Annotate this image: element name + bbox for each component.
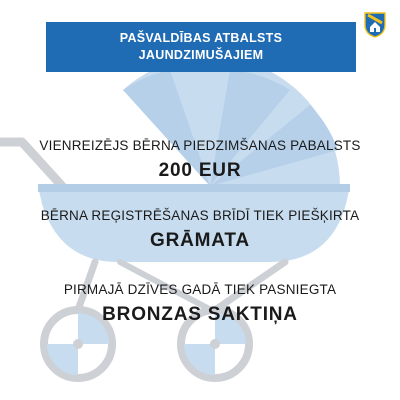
banner-title-line-1: PAŠVALDĪBAS ATBALSTS <box>119 31 283 45</box>
banner-title-line-2: JAUNDZIMUŠAJIEM <box>138 48 264 62</box>
benefit-value: 200 EUR <box>158 160 242 181</box>
benefit-value: BRONZAS SAKTIŅA <box>102 304 298 325</box>
benefit-registration-book <box>0 207 400 253</box>
benefit-birth-allowance <box>0 137 400 183</box>
benefit-caption: BĒRNA REĢISTRĒŠANAS BRĪDĪ TIEK PIEŠĶIRTA <box>40 208 360 223</box>
benefit-bronze-brooch <box>0 281 400 327</box>
title-banner <box>46 22 356 72</box>
benefit-caption: VIENREIZĒJS BĒRNA PIEDZIMŠANAS PABALSTS <box>39 138 361 153</box>
municipal-crest-icon <box>364 12 386 38</box>
benefit-value: GRĀMATA <box>150 230 250 251</box>
benefit-caption: PIRMAJĀ DZĪVES GADĀ TIEK PASNIEGTA <box>63 282 337 297</box>
